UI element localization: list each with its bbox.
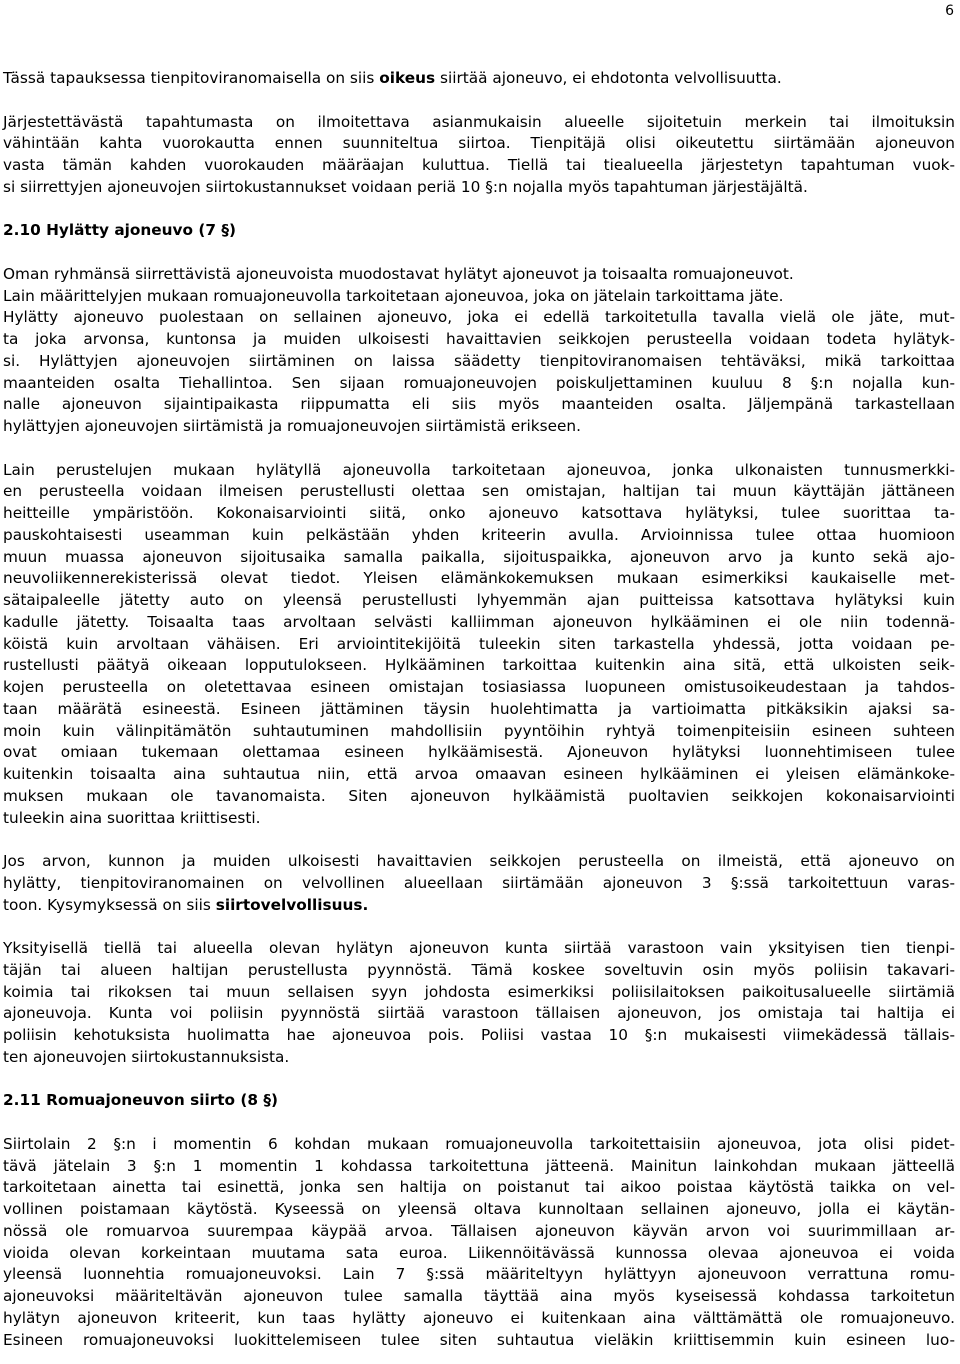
paragraph-line: hylätyn ajoneuvon kriteerit, kun taas hylätty ajoneuvo ei kuitenkaan aina välttämättä ole romuajoneuvo. (3, 1308, 955, 1327)
paragraph-line: si. Hylättyjen ajoneuvojen siirtäminen on laissa säädetty tienpitoviranomaisen tehtäväksi, mikä tarkoittaa (3, 351, 955, 370)
paragraph-line: tarkoitetaan ainetta tai esinettä, jonka sen haltija on poistanut tai aikoo poistaa käytöstä taikka on vel- (3, 1178, 955, 1197)
paragraph-line: Lain perustelujen mukaan hylätyllä ajoneuvolla tarkoitetaan ajoneuvoa, jonka ulkonaisten tunnusmerkki- (3, 460, 955, 479)
emphasis-oikeus: oikeus (379, 69, 436, 87)
paragraph-line: vähintään kahta vuorokautta ennen suunniteltua siirtoa. Tienpitäjä olisi oikeutettu siirtämään ajoneuvon (3, 134, 955, 153)
paragraph-line: hylättyjen ajoneuvojen siirtämistä ja romuajoneuvojen siirtämistä erikseen. (3, 417, 581, 435)
paragraph-line: pauskohtaisesti useamman kuin pelkästään yhden kriteerin avulla. Arvioinnissa tulee ottaa huomioon (3, 525, 955, 544)
paragraph-line: kojen perusteella on oletettavaa esineen omistajan tosiasiassa luopuneen omistusoikeudestaan ja tahdos- (3, 678, 955, 696)
paragraph-line: vasta tämän kahden vuorokauden määräajan kuluttua. Tiellä tai tiealueella järjestetyn tapahtuman vuok- (3, 156, 955, 174)
section-heading-2-10: 2.10 Hylätty ajoneuvo (7 §) (3, 221, 236, 240)
paragraph-5 (3, 851, 955, 916)
paragraph-line: rustellusti päätyä oikeaan lopputulokseen. Hylkääminen tarkoittaa kuitenkin aina sitä, että ulkoisten seik- (3, 656, 955, 675)
paragraph-line: muun muassa ajoneuvon sijoitusaika samalla paikalla, sijoituspaikka, ajoneuvon arvo ja kunto sekä ajo- (3, 547, 955, 566)
paragraph-1-line: Tässä tapauksessa tienpitoviranomaisella on siis oikeus siirtää ajoneuvo, ei ehdotonta velvollisuutta. (3, 69, 782, 87)
paragraph-line: ajoneuvoksi määriteltävän ajoneuvon tulee samalla täyttää aina myös kyseisessä kohdassa tarkoitetun (3, 1287, 955, 1305)
paragraph-2 (3, 112, 955, 199)
paragraph-line: maanteiden osalta Tiehallintoa. Sen sijaan romuajoneuvojen poiskuljettaminen kuuluu 8 §:n nojalla kun- (3, 373, 955, 392)
paragraph-line: täjän tai alueen haltijan perustellusta pyynnöstä. Tämä koskee soveltuvin osin myös poliisin takavari- (3, 960, 955, 979)
paragraph-line: ta joka arvonsa, kuntonsa ja muiden ulkoisesti havaittavien seikkojen perusteella voidaan todeta hylätyk- (3, 330, 955, 348)
paragraph-line: yleensä luonnehtia romuajoneuvoksi. Lain 7 §:ssä määriteltyyn hylättyyn ajoneuvoon verrattuna romu- (3, 1265, 955, 1284)
section-heading-2-11: 2.11 Romuajoneuvon siirto (8 §) (3, 1091, 278, 1110)
paragraph-line: Jos arvon, kunnon ja muiden ulkoisesti havaittavien seikkojen perusteella on ilmeistä, että ajoneuvo on (3, 852, 955, 870)
paragraph-line: ten ajoneuvojen siirtokustannuksista. (3, 1047, 290, 1066)
paragraph-line: nössä ole romuarvoa suurempaa käypää arvoa. Tällaisen ajoneuvon käyvän arvon voi suurimmillaan ar- (3, 1221, 955, 1240)
page-number: 6 (945, 3, 954, 19)
document-body (3, 68, 955, 1351)
paragraph-line: si siirrettyjen ajoneuvojen siirtokustannukset voidaan periä 10 §:n nojalla myös tapahtuman järjestäjältä. (3, 177, 808, 196)
paragraph-line: ovat omiaan tukemaan olettamaa esineen hylkäämisestä. Ajoneuvon hylätyksi luonnehtimiseen tulee (3, 743, 955, 762)
paragraph-line: vollinen poistamaan käytöstä. Kyseessä on yleensä oltava kunnoltaan sellainen ajoneuvo, jolla ei käytän- (3, 1200, 955, 1218)
paragraph-line: koimia tai rikoksen tai muun sellaisen syyn johdosta esimerkiksi poliisilaitoksen paikoitusalueelle siirtämiä (3, 982, 955, 1001)
paragraph-line: tävä jätelain 3 §:n 1 momentin 1 kohdassa tarkoitettuna jätteenä. Mainitun lainkohdan mukaan jätteellä (3, 1156, 955, 1175)
paragraph-line: toon. Kysymyksessä on siis siirtovelvollisuus. (3, 895, 369, 914)
paragraph-line: Lain määrittelyjen mukaan romuajoneuvolla tarkoitetaan ajoneuvoa, joka on jätelain tarkoittama jäte. (3, 286, 784, 305)
paragraph-line: kadulle jätetty. Toisaalta taas arvoltaan selvästi kalliimman ajoneuvon hylkääminen ei ole niin todennä- (3, 612, 955, 631)
paragraph-3 (3, 264, 955, 438)
paragraph-line: Oman ryhmänsä siirrettävistä ajoneuvoista muodostavat hylätyt ajoneuvot ja toisaalta romuajoneuvot. (3, 264, 794, 283)
paragraph-line: sätaipaleelle jätetty auto on yleensä perustellusti lyhyemmän ajan puitteissa katsottava hylätyksi kuin (3, 591, 955, 609)
paragraph-line: hylätty, tienpitoviranomainen on velvollinen alueellaan siirtämään ajoneuvon 3 §:ssä tarkoitettuun varas- (3, 873, 955, 892)
paragraph-line: Siirtolain 2 §:n i momentin 6 kohdan mukaan romuajoneuvolla tarkoitettaisiin ajoneuvoa, jota olisi pidet- (3, 1134, 955, 1153)
paragraph-line: Hylätty ajoneuvo puolestaan on sellainen ajoneuvo, joka ei edellä tarkoitetulla tavalla vielä ole jäte, mut- (3, 308, 955, 327)
paragraph-line: Esineen romuajoneuvoksi luokittelemiseen tulee siten suhtautua vieläkin kriittisemmin kuin esineen luo- (3, 1330, 955, 1349)
paragraph-line: moin kuin välinpitämätön suhtautuminen mahdollisiin pyyntöihin ryhtyä toimenpiteisiin esineen suhteen (3, 721, 955, 740)
paragraph-line: kuitenkin toisaalta aina suhtautua niin, että arvoa omaavan esineen hylkääminen ei yleisen elämänkoke- (3, 765, 955, 783)
emphasis-siirtovelvollisuus: siirtovelvollisuus. (215, 895, 369, 914)
paragraph-line: tuleekin aina suorittaa kriittisesti. (3, 808, 261, 827)
paragraph-line: neuvoliikennerekisterissä olevat tiedot. Yleisen elämänkokemuksen mukaan esimerkiksi kaukaiselle met- (3, 569, 955, 588)
paragraph-line: vioida olevan korkeintaan muutama sata euroa. Liikennöitävässä kunnossa olevaa ajoneuvoa ei voida (3, 1243, 955, 1262)
paragraph-7 (3, 1134, 955, 1352)
paragraph-6 (3, 938, 955, 1069)
paragraph-line: taan määrätä esineestä. Esineen jättäminen täysin huolehtimatta ja vartioimatta pitkäksikin ajaksi sa- (3, 699, 955, 718)
paragraph-line: Järjestettävästä tapahtumasta on ilmoitettava asianmukaisin alueelle sijoitetuin merkein tai ilmoituksin (3, 112, 955, 131)
paragraph-line: en perusteella voidaan ilmeisen perustellusti olettaa sen omistajan, haltijan tai muun käyttäjän jättäneen (3, 482, 955, 501)
paragraph-line: Yksityisellä tiellä tai alueella olevan hylätyn ajoneuvon kunta siirtää varastoon vain yksityisen tien tienpi- (3, 939, 955, 957)
paragraph-line: ajoneuvoja. Kunta voi poliisin pyynnöstä siirtää varastoon tällaisen ajoneuvon, jos omistaja tai haltija ei (3, 1004, 955, 1023)
paragraph-line: poliisin kehotuksista huolimatta hae ajoneuvoa pois. Poliisi vastaa 10 §:n mukaisesti viimekädessä tällais- (3, 1026, 955, 1044)
paragraph-line: köistä kuin arvoltaan vähäisen. Eri arviointitekijöitä tuleekin siten tarkastella yhdessä, jotta voidaan pe- (3, 634, 955, 653)
paragraph-line: nalle ajoneuvon sijaintipaikasta riippumatta eli siis myös maanteiden osalta. Jäljempänä tarkastellaan (3, 395, 955, 414)
paragraph-4 (3, 460, 955, 830)
paragraph-line: heitteille ympäristöön. Kokonaisarviointi siitä, onko ajoneuvo katsottava hylätyksi, tulee suorittaa ta- (3, 504, 955, 522)
paragraph-line: muksen mukaan ole tavanomaista. Siten ajoneuvon hylkäämistä puoltavien seikkojen kokonaisarviointi (3, 786, 955, 805)
